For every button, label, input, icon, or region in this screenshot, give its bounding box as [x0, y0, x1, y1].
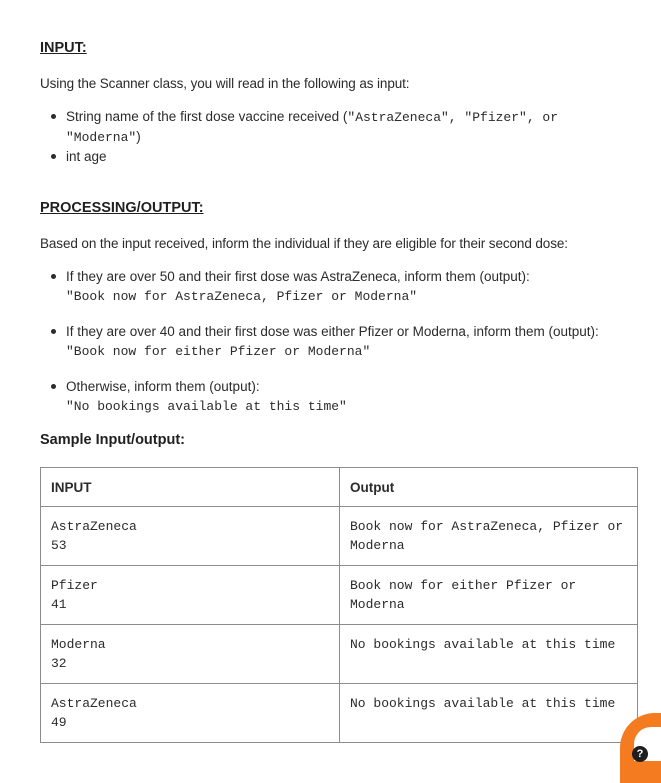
sample-heading: Sample Input/output: — [40, 432, 185, 448]
input-cell: AstraZeneca 49 — [41, 684, 340, 743]
output-cell: No bookings available at this time — [340, 625, 638, 684]
output-code: "Book now for either Pfizer or Moderna" — [66, 344, 371, 359]
table-row — [41, 684, 638, 743]
list-item: String name of the first dose vaccine received ("AstraZeneca", "Pfizer", or "Moderna") — [66, 107, 636, 147]
output-code: "Book now for AstraZeneca, Pfizer or Moderna" — [66, 289, 418, 304]
input-cell: Moderna 32 — [41, 625, 340, 684]
input-intro: Using the Scanner class, you will read in the following as input: — [40, 76, 410, 91]
vaccine-options-code: "AstraZeneca", "Pfizer", or "Moderna" — [66, 110, 559, 145]
list-item: int age — [66, 147, 636, 166]
output-cell: Book now for either Pfizer or Moderna — [340, 566, 638, 625]
header-input: INPUT — [41, 468, 340, 507]
table-row — [41, 566, 638, 625]
sample-table — [40, 467, 638, 743]
processing-list-1 — [66, 267, 636, 306]
input-heading: INPUT: — [40, 40, 87, 56]
table-row — [41, 625, 638, 684]
processing-heading: PROCESSING/OUTPUT: — [40, 200, 204, 216]
question-icon[interactable]: ? — [632, 746, 648, 762]
list-item: If they are over 50 and their first dose was AstraZeneca, inform them (output): "Book now for AstraZeneca, Pfizer or Moderna" — [66, 267, 636, 306]
output-code: "No bookings available at this time" — [66, 399, 347, 414]
input-cell: AstraZeneca 53 — [41, 507, 340, 566]
header-output: Output — [340, 468, 638, 507]
list-item: If they are over 40 and their first dose was either Pfizer or Moderna, inform them (output): "Book now for either Pfizer or Moderna" — [66, 322, 636, 361]
processing-list-3 — [66, 377, 636, 416]
output-cell: Book now for AstraZeneca, Pfizer or Moderna — [340, 507, 638, 566]
table-row — [41, 507, 638, 566]
list-item: Otherwise, inform them (output): "No bookings available at this time" — [66, 377, 636, 416]
processing-list-2 — [66, 322, 636, 361]
input-cell: Pfizer 41 — [41, 566, 340, 625]
processing-intro: Based on the input received, inform the individual if they are eligible for their second dose: — [40, 236, 568, 251]
table-header-row — [41, 468, 638, 507]
output-cell: No bookings available at this time — [340, 684, 638, 743]
input-list — [66, 107, 636, 166]
